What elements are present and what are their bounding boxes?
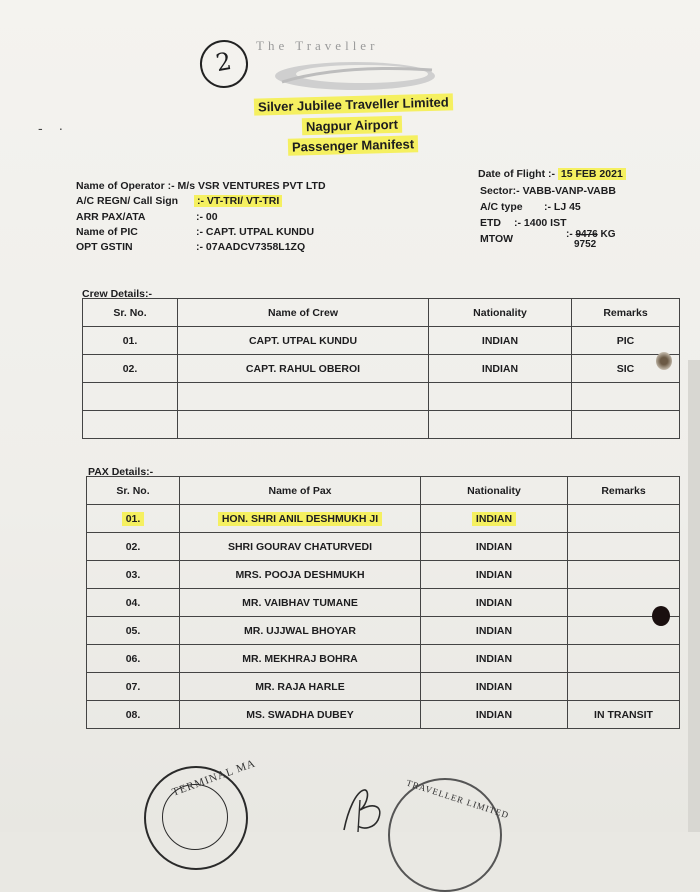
pax-remarks bbox=[568, 561, 680, 589]
crew-nationality: INDIAN bbox=[429, 327, 572, 355]
arr-pax-row: ARR PAX/ATA :- 00 bbox=[76, 211, 218, 223]
crew-header-name: Name of Crew bbox=[178, 299, 429, 327]
pax-name: MR. UJJWAL BHOYAR bbox=[180, 617, 421, 645]
crew-remarks: SIC bbox=[572, 355, 680, 383]
table-row bbox=[83, 355, 680, 383]
crew-nationality bbox=[429, 383, 572, 411]
pax-name: HON. SHRI ANIL DESHMUKH JI bbox=[180, 505, 421, 533]
pax-header-remarks: Remarks bbox=[568, 477, 680, 505]
crew-header-srno: Sr. No. bbox=[83, 299, 178, 327]
mtow-value: :- 9476 KG 9752 bbox=[566, 229, 616, 250]
pax-nationality: INDIAN bbox=[421, 589, 568, 617]
pax-srno: 07. bbox=[87, 673, 180, 701]
table-row bbox=[83, 327, 680, 355]
table-row bbox=[87, 645, 680, 673]
right-stamp-text: TRAVELLER LIMITED bbox=[405, 777, 511, 821]
mtow-label: MTOW bbox=[480, 233, 514, 245]
pax-nationality: INDIAN bbox=[421, 645, 568, 673]
crew-remarks bbox=[572, 411, 680, 439]
pax-nationality: INDIAN bbox=[421, 561, 568, 589]
crew-nationality bbox=[429, 411, 572, 439]
pax-srno: 01. bbox=[87, 505, 180, 533]
crew-srno bbox=[83, 411, 178, 439]
document-title: Passenger Manifest bbox=[288, 135, 419, 155]
pax-nationality: INDIAN bbox=[421, 701, 568, 729]
pax-name: SHRI GOURAV CHATURVEDI bbox=[180, 533, 421, 561]
pax-remarks bbox=[568, 505, 680, 533]
table-row bbox=[87, 617, 680, 645]
pax-header-name: Name of Pax bbox=[180, 477, 421, 505]
signature-icon bbox=[334, 780, 394, 832]
pax-section-label: PAX Details:- bbox=[88, 466, 154, 478]
crew-name: CAPT. RAHUL OBEROI bbox=[178, 355, 429, 383]
swoosh-logo-icon bbox=[272, 56, 438, 94]
faint-logo-title: The Traveller bbox=[256, 38, 379, 53]
pax-name: MR. VAIBHAV TUMANE bbox=[180, 589, 421, 617]
pax-nationality: INDIAN bbox=[421, 617, 568, 645]
crew-header-row bbox=[83, 299, 680, 327]
ink-stain-icon bbox=[656, 352, 672, 370]
crew-name: CAPT. UTPAL KUNDU bbox=[178, 327, 429, 355]
page-edge-shadow bbox=[688, 360, 700, 832]
crew-table bbox=[82, 298, 680, 439]
pax-nationality: INDIAN bbox=[421, 533, 568, 561]
operator-row: Name of Operator :- M/s VSR VENTURES PVT LTD bbox=[76, 180, 326, 192]
sector-row: Sector:- VABB-VANP-VABB bbox=[480, 185, 616, 197]
pax-name: MRS. POOJA DESHMUKH bbox=[180, 561, 421, 589]
crew-name bbox=[178, 411, 429, 439]
crew-section-label: Crew Details:- bbox=[82, 288, 153, 300]
date-of-flight-row: Date of Flight :- 15 FEB 2021 bbox=[478, 168, 626, 180]
margin-dashes: - · bbox=[38, 120, 70, 136]
pax-name: MS. SWADHA DUBEY bbox=[180, 701, 421, 729]
crew-name bbox=[178, 383, 429, 411]
table-row bbox=[83, 383, 680, 411]
ink-dot-icon bbox=[652, 606, 670, 626]
table-row bbox=[87, 589, 680, 617]
pax-nationality: INDIAN bbox=[421, 505, 568, 533]
table-row bbox=[87, 673, 680, 701]
pax-header-nationality: Nationality bbox=[421, 477, 568, 505]
company-name: Silver Jubilee Traveller Limited bbox=[254, 93, 453, 115]
pax-remarks: IN TRANSIT bbox=[568, 701, 680, 729]
crew-remarks bbox=[572, 383, 680, 411]
pax-srno: 08. bbox=[87, 701, 180, 729]
pax-header-srno: Sr. No. bbox=[87, 477, 180, 505]
crew-srno bbox=[83, 383, 178, 411]
crew-header-nationality: Nationality bbox=[429, 299, 572, 327]
airport-name: Nagpur Airport bbox=[302, 116, 402, 136]
pax-srno: 02. bbox=[87, 533, 180, 561]
crew-nationality: INDIAN bbox=[429, 355, 572, 383]
table-row bbox=[87, 505, 680, 533]
regn-row: A/C REGN/ Call Sign :- VT-TRI/ VT-TRI bbox=[76, 195, 282, 207]
crew-srno: 02. bbox=[83, 355, 178, 383]
table-row bbox=[87, 561, 680, 589]
left-stamp-text: TERMINAL MA bbox=[170, 757, 258, 799]
pax-remarks bbox=[568, 673, 680, 701]
pax-srno: 05. bbox=[87, 617, 180, 645]
pax-name: MR. MEKHRAJ BOHRA bbox=[180, 645, 421, 673]
table-row bbox=[83, 411, 680, 439]
table-row bbox=[87, 701, 680, 729]
circled-page-mark: 2 bbox=[196, 36, 252, 92]
pax-table bbox=[86, 476, 680, 729]
etd-row: ETD :- 1400 IST bbox=[480, 217, 567, 229]
terminal-stamp-inner-icon bbox=[162, 784, 228, 850]
pax-remarks bbox=[568, 533, 680, 561]
pic-row: Name of PIC :- CAPT. UTPAL KUNDU bbox=[76, 226, 315, 238]
pax-header-row bbox=[87, 477, 680, 505]
crew-srno: 01. bbox=[83, 327, 178, 355]
pax-nationality: INDIAN bbox=[421, 673, 568, 701]
pax-srno: 06. bbox=[87, 645, 180, 673]
crew-header-remarks: Remarks bbox=[572, 299, 680, 327]
pax-srno: 03. bbox=[87, 561, 180, 589]
crew-remarks: PIC bbox=[572, 327, 680, 355]
pax-remarks bbox=[568, 645, 680, 673]
ac-type-row: A/C type :- LJ 45 bbox=[480, 201, 581, 213]
table-row bbox=[87, 533, 680, 561]
pax-name: MR. RAJA HARLE bbox=[180, 673, 421, 701]
pax-srno: 04. bbox=[87, 589, 180, 617]
gstin-row: OPT GSTIN :- 07AADCV7358L1ZQ bbox=[76, 241, 306, 253]
